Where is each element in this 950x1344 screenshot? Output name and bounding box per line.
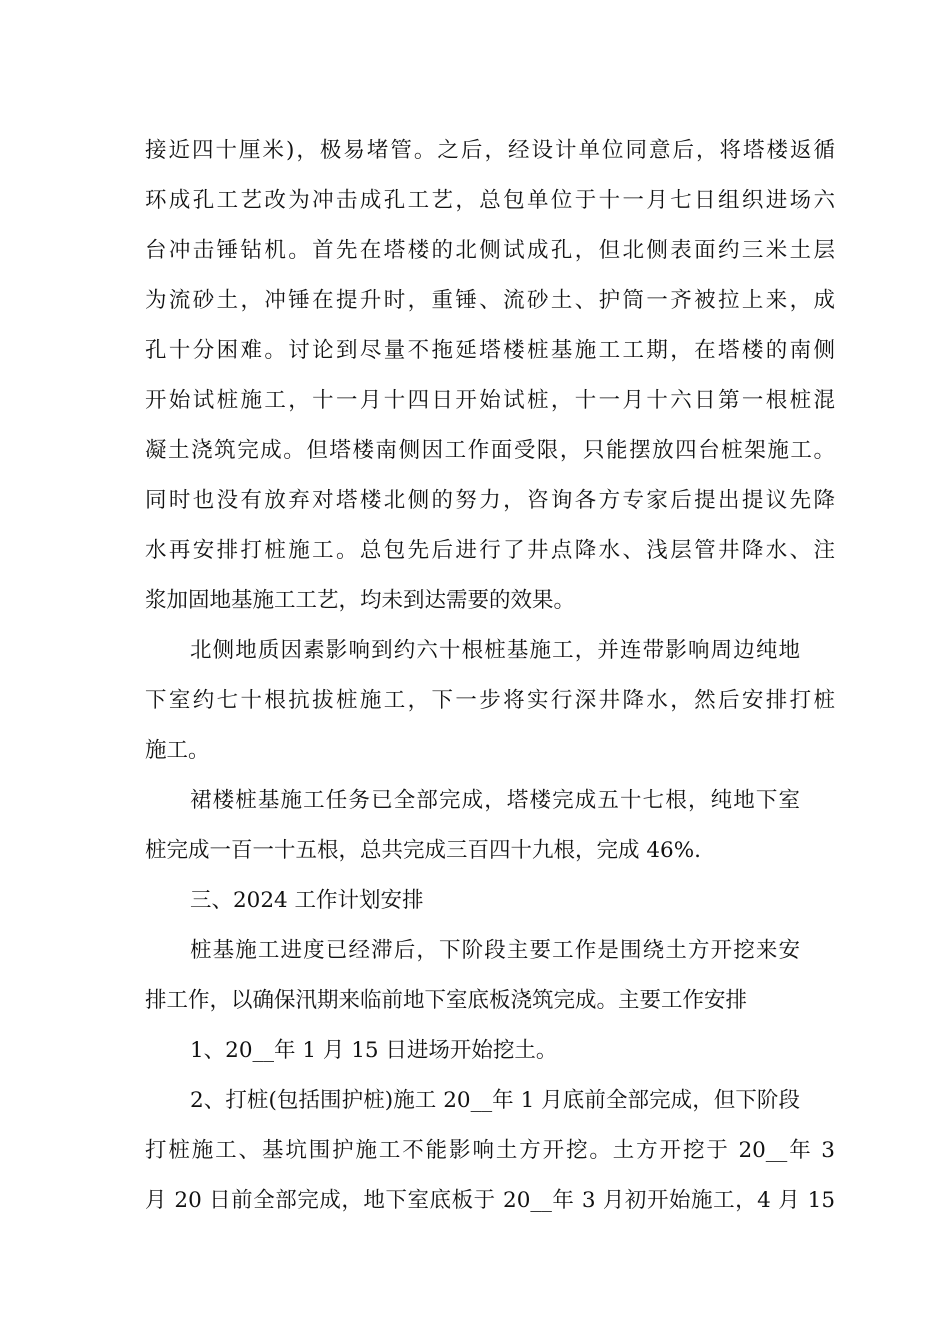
section-heading: 三、2024 工作计划安排 bbox=[190, 888, 424, 913]
paragraph-line: 桩完成一百一十五根，总共完成三百四十九根，完成 46%. bbox=[145, 838, 701, 863]
paragraph-line: 北侧地质因素影响到约六十根桩基施工，并连带影响周边纯地 bbox=[190, 638, 800, 663]
paragraph-line: 同时也没有放弃对塔楼北侧的努力，咨询各方专家后提出提议先降 bbox=[145, 488, 835, 513]
paragraph-line: 孔十分困难。讨论到尽量不拖延塔楼桩基施工工期，在塔楼的南侧 bbox=[145, 338, 835, 363]
paragraph-line: 开始试桩施工，十一月十四日开始试桩，十一月十六日第一根桩混 bbox=[145, 388, 835, 413]
paragraph-line: 排工作，以确保汛期来临前地下室底板浇筑完成。主要工作安排 bbox=[145, 988, 748, 1013]
paragraph-line: 桩基施工进度已经滞后，下阶段主要工作是围绕土方开挖来安 bbox=[190, 938, 800, 963]
paragraph-line: 凝土浇筑完成。但塔楼南侧因工作面受限，只能摆放四台桩架施工。 bbox=[145, 438, 835, 463]
paragraph-line: 裙楼桩基施工任务已全部完成，塔楼完成五十七根，纯地下室 bbox=[190, 788, 800, 813]
paragraph-line: 施工。 bbox=[145, 738, 210, 763]
paragraph-line: 浆加固地基施工工艺，均未到达需要的效果。 bbox=[145, 588, 576, 613]
list-item: 1、20__年 1 月 15 日进场开始挖土。 bbox=[190, 1038, 558, 1063]
paragraph-line: 月 20 日前全部完成，地下室底板于 20__年 3 月初开始施工，4 月 15 bbox=[145, 1188, 835, 1213]
paragraph-line: 打桩施工、基坑围护施工不能影响土方开挖。土方开挖于 20__年 3 bbox=[145, 1138, 835, 1163]
paragraph-line: 台冲击锤钻机。首先在塔楼的北侧试成孔，但北侧表面约三米土层 bbox=[145, 238, 835, 263]
paragraph-line: 环成孔工艺改为冲击成孔工艺，总包单位于十一月七日组织进场六 bbox=[145, 188, 835, 213]
paragraph-line: 水再安排打桩施工。总包先后进行了井点降水、浅层管井降水、注 bbox=[145, 538, 835, 563]
list-item: 2、打桩(包括围护桩)施工 20__年 1 月底前全部完成，但下阶段 bbox=[190, 1088, 800, 1113]
paragraph-line: 为流砂土，冲锤在提升时，重锤、流砂土、护筒一齐被拉上来，成 bbox=[145, 288, 835, 313]
paragraph-line: 下室约七十根抗拔桩施工，下一步将实行深井降水，然后安排打桩 bbox=[145, 688, 835, 713]
paragraph-line: 接近四十厘米)，极易堵管。之后，经设计单位同意后，将塔楼返循 bbox=[145, 138, 835, 163]
